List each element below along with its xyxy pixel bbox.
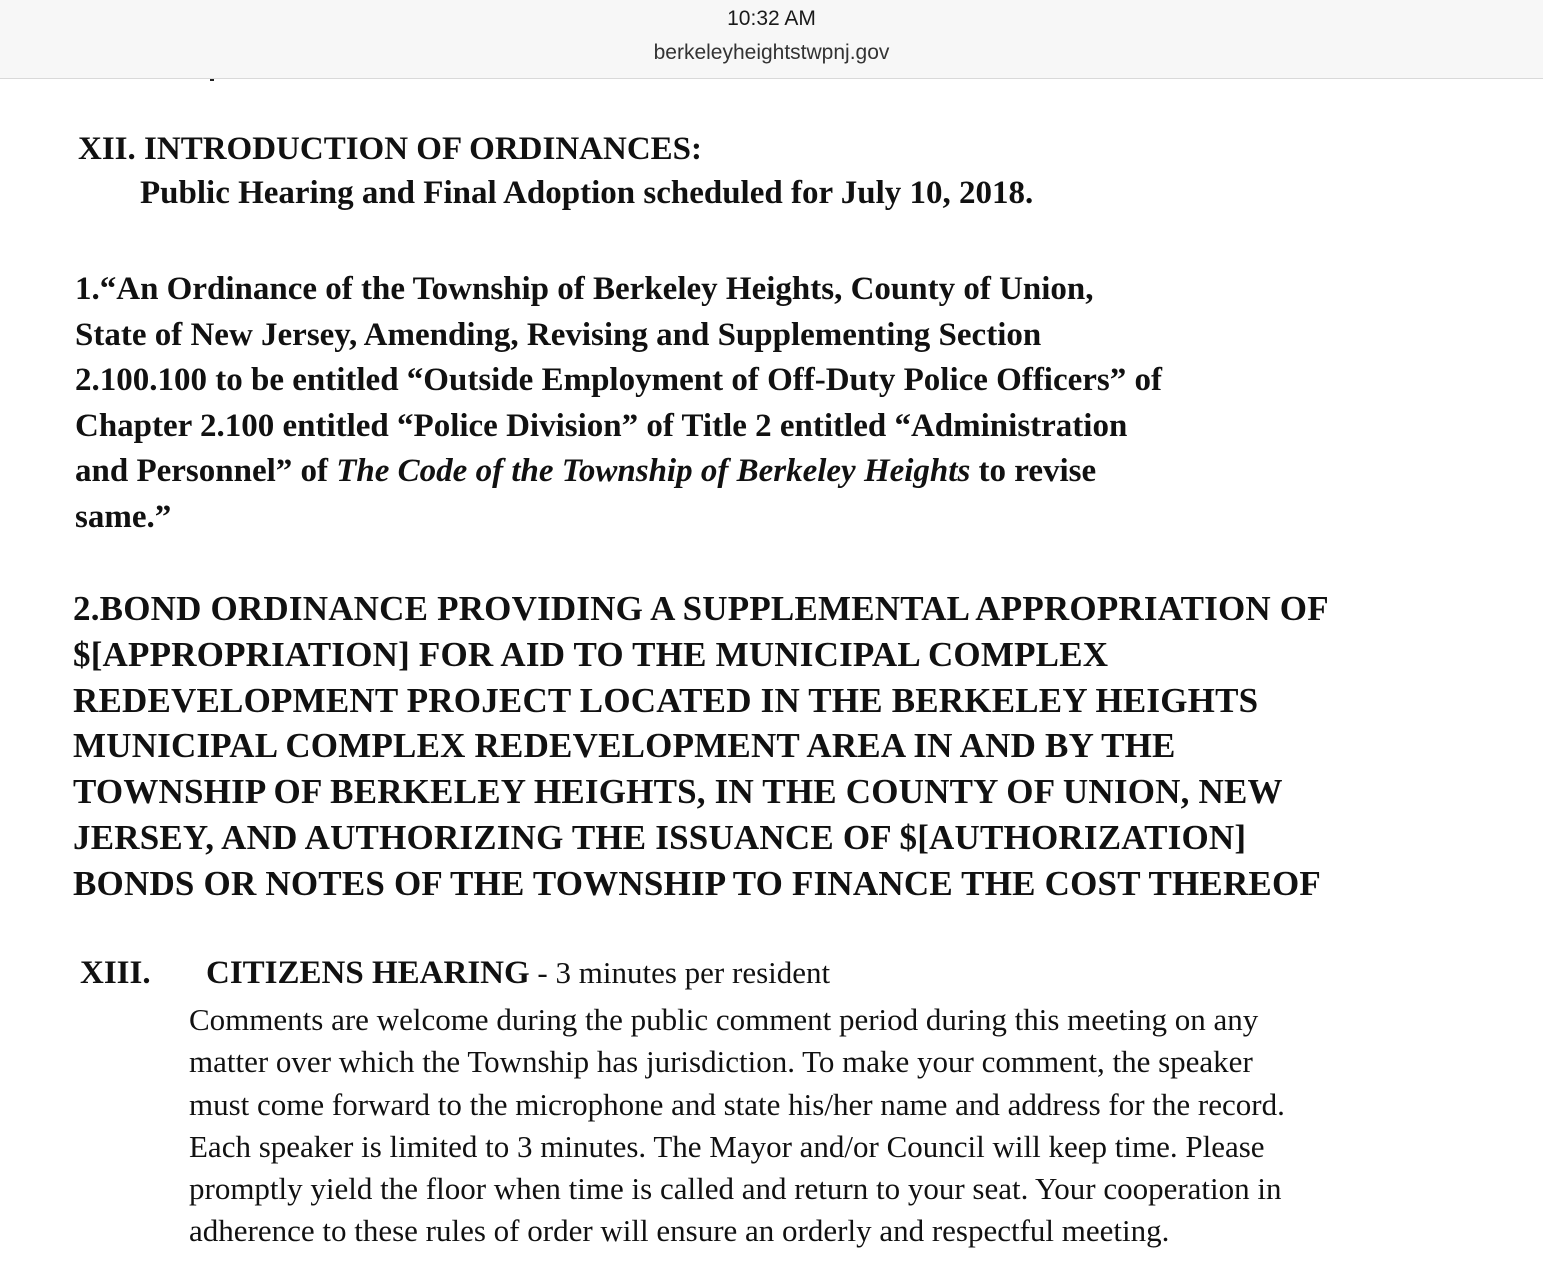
section-xiii-subtitle: - 3 minutes per resident [529, 955, 831, 990]
code-title-italic: The Code of the Township of Berkeley Heights [336, 453, 971, 489]
paragraph-line: Each speaker is limited to 3 minutes. The Mayor and/or Council will keep time. Please [189, 1128, 1265, 1164]
paragraph-line: must come forward to the microphone and state his/her name and address for the record. [189, 1086, 1285, 1122]
section-xiii-number: XIII. [80, 955, 151, 991]
ordinance-2-line: 2.BOND ORDINANCE PROVIDING A SUPPLEMENTAL APPROPRIATION OF [73, 589, 1329, 628]
ordinance-2-line: $[APPROPRIATION] FOR AID TO THE MUNICIPAL COMPLEX [73, 634, 1109, 674]
ordinance-2-line: JERSEY, AND AUTHORIZING THE ISSUANCE OF $[AUTHORIZATION] [73, 817, 1247, 857]
document-page [0, 79, 1543, 1262]
paragraph-line: matter over which the Township has jurisdiction. To make your comment, the speaker [189, 1044, 1253, 1080]
ordinance-2 [73, 586, 1513, 907]
cut-off-glyphs [206, 79, 326, 91]
ordinance-1-line: State of New Jersey, Amending, Revising and Supplementing Section [75, 316, 1042, 353]
paragraph-line: adherence to these rules of order will ensure an orderly and respectful meeting. [189, 1213, 1170, 1249]
ordinance-1-line5-after: to revise [970, 453, 1097, 489]
status-time: 10:32 AM [727, 7, 816, 30]
ordinance-1-line [75, 449, 1415, 495]
paragraph-line: promptly yield the floor when time is called and return to your seat. Your cooperation in [189, 1171, 1282, 1207]
section-xiii-title: CITIZENS HEARING [206, 955, 530, 991]
section-xii-heading: XII. INTRODUCTION OF ORDINANCES: [78, 131, 703, 167]
ordinance-2-line: BONDS OR NOTES OF THE TOWNSHIP TO FINANCE THE COST THEREOF [73, 863, 1321, 903]
ordinance-1-line: same.” [75, 498, 172, 535]
ordinance-1 [75, 267, 1415, 540]
section-xii-subheading: Public Hearing and Final Adoption scheduled for July 10, 2018. [140, 175, 1034, 211]
cut-off-text-fragment [206, 79, 326, 99]
ordinance-2-line: TOWNSHIP OF BERKELEY HEIGHTS, IN THE COUNTY OF UNION, NEW [73, 772, 1283, 812]
ordinance-1-line5-before: and Personnel” of [75, 453, 337, 489]
ordinance-2-line: REDEVELOPMENT PROJECT LOCATED IN THE BERKELEY HEIGHTS [73, 680, 1259, 720]
paragraph-line: Comments are welcome during the public comment period during this meeting on any [189, 1002, 1259, 1037]
ordinance-2-line: MUNICIPAL COMPLEX REDEVELOPMENT AREA IN AND BY THE [73, 726, 1176, 766]
status-bar [0, 0, 1543, 79]
address-url[interactable]: berkeleyheightstwpnj.gov [653, 41, 890, 64]
ordinance-1-line: Chapter 2.100 entitled “Police Division” of Title 2 entitled “Administration [75, 407, 1128, 444]
ordinance-1-line: 1.“An Ordinance of the Township of Berkeley Heights, County of Union, [75, 271, 1094, 307]
ordinance-1-line: 2.100.100 to be entitled “Outside Employment of Off-Duty Police Officers” of [75, 362, 1163, 398]
section-xiii-heading [206, 955, 830, 992]
citizens-hearing-paragraph [189, 999, 1509, 1253]
